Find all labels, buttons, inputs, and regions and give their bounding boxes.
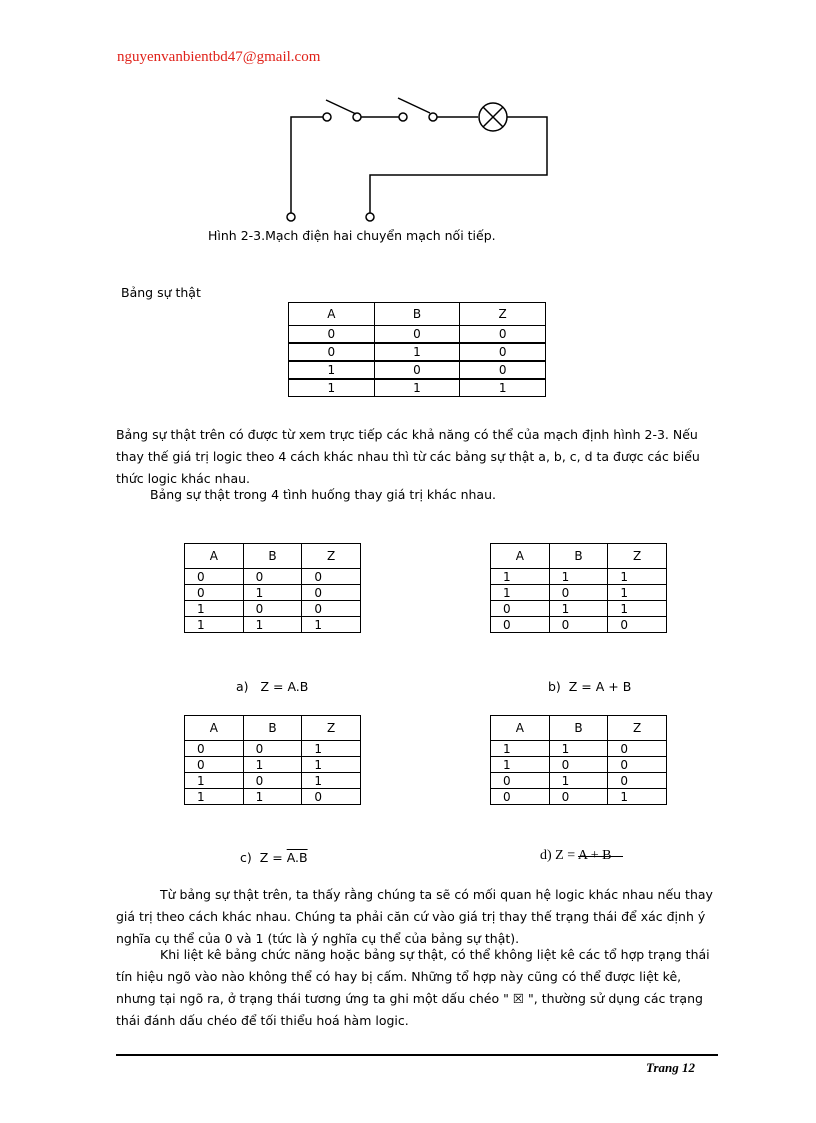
table-header-cell: B: [549, 544, 608, 569]
table-header-cell: Z: [608, 716, 667, 741]
paragraph-2: Bảng sự thật trong 4 tình huống thay giá trị khác nhau.: [150, 487, 496, 502]
table-cell: 0: [374, 326, 460, 344]
table-cell: 1: [243, 617, 302, 633]
formula-c: c) Z = A.B: [240, 850, 308, 865]
footer-rule: [116, 1054, 718, 1056]
table-cell: 0: [185, 569, 244, 585]
table-cell: 0: [491, 601, 550, 617]
table-header-cell: A: [185, 544, 244, 569]
terminal-right: [366, 213, 374, 221]
table-cell: 1: [289, 361, 375, 379]
page-number: Trang 12: [646, 1060, 695, 1075]
truth-table-c: [184, 715, 361, 805]
table-cell: 0: [289, 343, 375, 361]
table-cell: 1: [243, 757, 302, 773]
table-cell: 1: [302, 773, 361, 789]
wire-left: [291, 117, 323, 213]
table-cell: 1: [549, 601, 608, 617]
table-header-cell: Z: [302, 544, 361, 569]
figure-caption: Hình 2-3.Mạch điện hai chuyển mạch nối tiếp.: [208, 228, 496, 243]
table-header-cell: B: [243, 544, 302, 569]
table-cell: 1: [185, 773, 244, 789]
paragraph-3: Từ bảng sự thật trên, ta thấy rằng chúng ta sẽ có mối quan hệ logic khác nhau nếu thay giá trị theo cách khác nhau. Chúng ta phải căn cứ vào giá trị thay thế trạng thái để xác định ý nghĩa cụ thể của 0 và 1 (tức là ý nghĩa cụ thể của bảng sự thật).: [116, 887, 713, 946]
table-cell: 1: [491, 757, 550, 773]
table-cell: 1: [608, 585, 667, 601]
table-cell: 0: [608, 741, 667, 757]
table-header-cell: B: [374, 303, 460, 326]
table-header-cell: A: [185, 716, 244, 741]
formula-d: d) Z = A + B: [540, 848, 612, 863]
switch1-contact-right: [353, 113, 361, 121]
table-cell: 0: [460, 343, 546, 361]
main-truth-table: [288, 302, 546, 397]
table-cell: 0: [374, 361, 460, 379]
table-cell: 1: [549, 569, 608, 585]
table-cell: 0: [491, 773, 550, 789]
paragraph-4: Khi liệt kê bảng chức năng hoặc bảng sự thật, có thể không liệt kê các tổ hợp trạng thái tín hiệu ngõ vào nào không thể có hay bị cấm. Những tổ hợp này cũng có thể được liệt kê, nhưng tại ngõ ra, ở trạng thái tương ứng ta ghi một dấu chéo " ☒ ", thường sử dụng các trạng thái đánh dấu chéo để tối thiểu hoá hàm logic.: [116, 947, 710, 1028]
table-cell: 1: [185, 601, 244, 617]
table-cell: 1: [549, 741, 608, 757]
table-cell: 1: [302, 617, 361, 633]
table-cell: 0: [491, 789, 550, 805]
table-cell: 0: [302, 585, 361, 601]
table-cell: 0: [243, 773, 302, 789]
switch2-contact-left: [399, 113, 407, 121]
table-cell: 0: [302, 601, 361, 617]
table-cell: 0: [460, 326, 546, 344]
terminal-left: [287, 213, 295, 221]
table-cell: 0: [185, 741, 244, 757]
table-cell: 0: [302, 789, 361, 805]
table-cell: 1: [243, 789, 302, 805]
table-cell: 0: [608, 757, 667, 773]
table-header-cell: Z: [302, 716, 361, 741]
table-cell: 0: [460, 361, 546, 379]
table-cell: 1: [491, 569, 550, 585]
table-cell: 1: [185, 789, 244, 805]
table-cell: 1: [302, 741, 361, 757]
table-cell: 0: [243, 569, 302, 585]
paragraph-1: Bảng sự thật trên có được từ xem trực tiếp các khả năng có thể của mạch định hình 2-3. Nếu thay thế giá trị logic theo 4 cách khác nhau thì từ các bảng sự thật a, b, c, d ta được các biểu thức logic khác nhau.: [116, 427, 700, 486]
table-header-cell: A: [491, 716, 550, 741]
table-cell: 0: [549, 585, 608, 601]
table-cell: 1: [374, 343, 460, 361]
table-cell: 0: [549, 757, 608, 773]
table-cell: 1: [491, 585, 550, 601]
table-cell: 1: [608, 569, 667, 585]
table-cell: 1: [460, 379, 546, 397]
table-cell: 1: [608, 789, 667, 805]
table-header-cell: B: [243, 716, 302, 741]
table-cell: 0: [302, 569, 361, 585]
circuit-diagram: [270, 88, 570, 228]
table-header-cell: A: [289, 303, 375, 326]
switch2-contact-right: [429, 113, 437, 121]
table-cell: 1: [243, 585, 302, 601]
truth-table-a: [184, 543, 361, 633]
table-cell: 0: [491, 617, 550, 633]
table-cell: 0: [608, 617, 667, 633]
table-cell: 0: [549, 617, 608, 633]
table-cell: 0: [549, 789, 608, 805]
header-email: nguyenvanbientbd47@gmail.com: [117, 49, 321, 65]
wire-return: [370, 117, 547, 213]
table-header-cell: Z: [608, 544, 667, 569]
table-cell: 1: [185, 617, 244, 633]
table-cell: 1: [289, 379, 375, 397]
truth-table-label: Bảng sự thật: [121, 285, 201, 300]
table-header-cell: B: [549, 716, 608, 741]
table-cell: 1: [491, 741, 550, 757]
table-cell: 0: [608, 773, 667, 789]
table-cell: 0: [243, 601, 302, 617]
switch2-blade: [398, 98, 430, 113]
formula-b: b) Z = A + B: [548, 679, 632, 694]
switch1-contact-left: [323, 113, 331, 121]
table-cell: 0: [185, 585, 244, 601]
table-cell: 0: [185, 757, 244, 773]
table-cell: 1: [302, 757, 361, 773]
table-cell: 0: [289, 326, 375, 344]
truth-table-b: [490, 543, 667, 633]
formula-a: a) Z = A.B: [236, 679, 309, 694]
table-header-cell: A: [491, 544, 550, 569]
switch1-blade: [326, 100, 356, 114]
table-header-cell: Z: [460, 303, 546, 326]
truth-table-d: [490, 715, 667, 805]
table-cell: 0: [243, 741, 302, 757]
table-cell: 1: [549, 773, 608, 789]
table-cell: 1: [374, 379, 460, 397]
table-cell: 1: [608, 601, 667, 617]
